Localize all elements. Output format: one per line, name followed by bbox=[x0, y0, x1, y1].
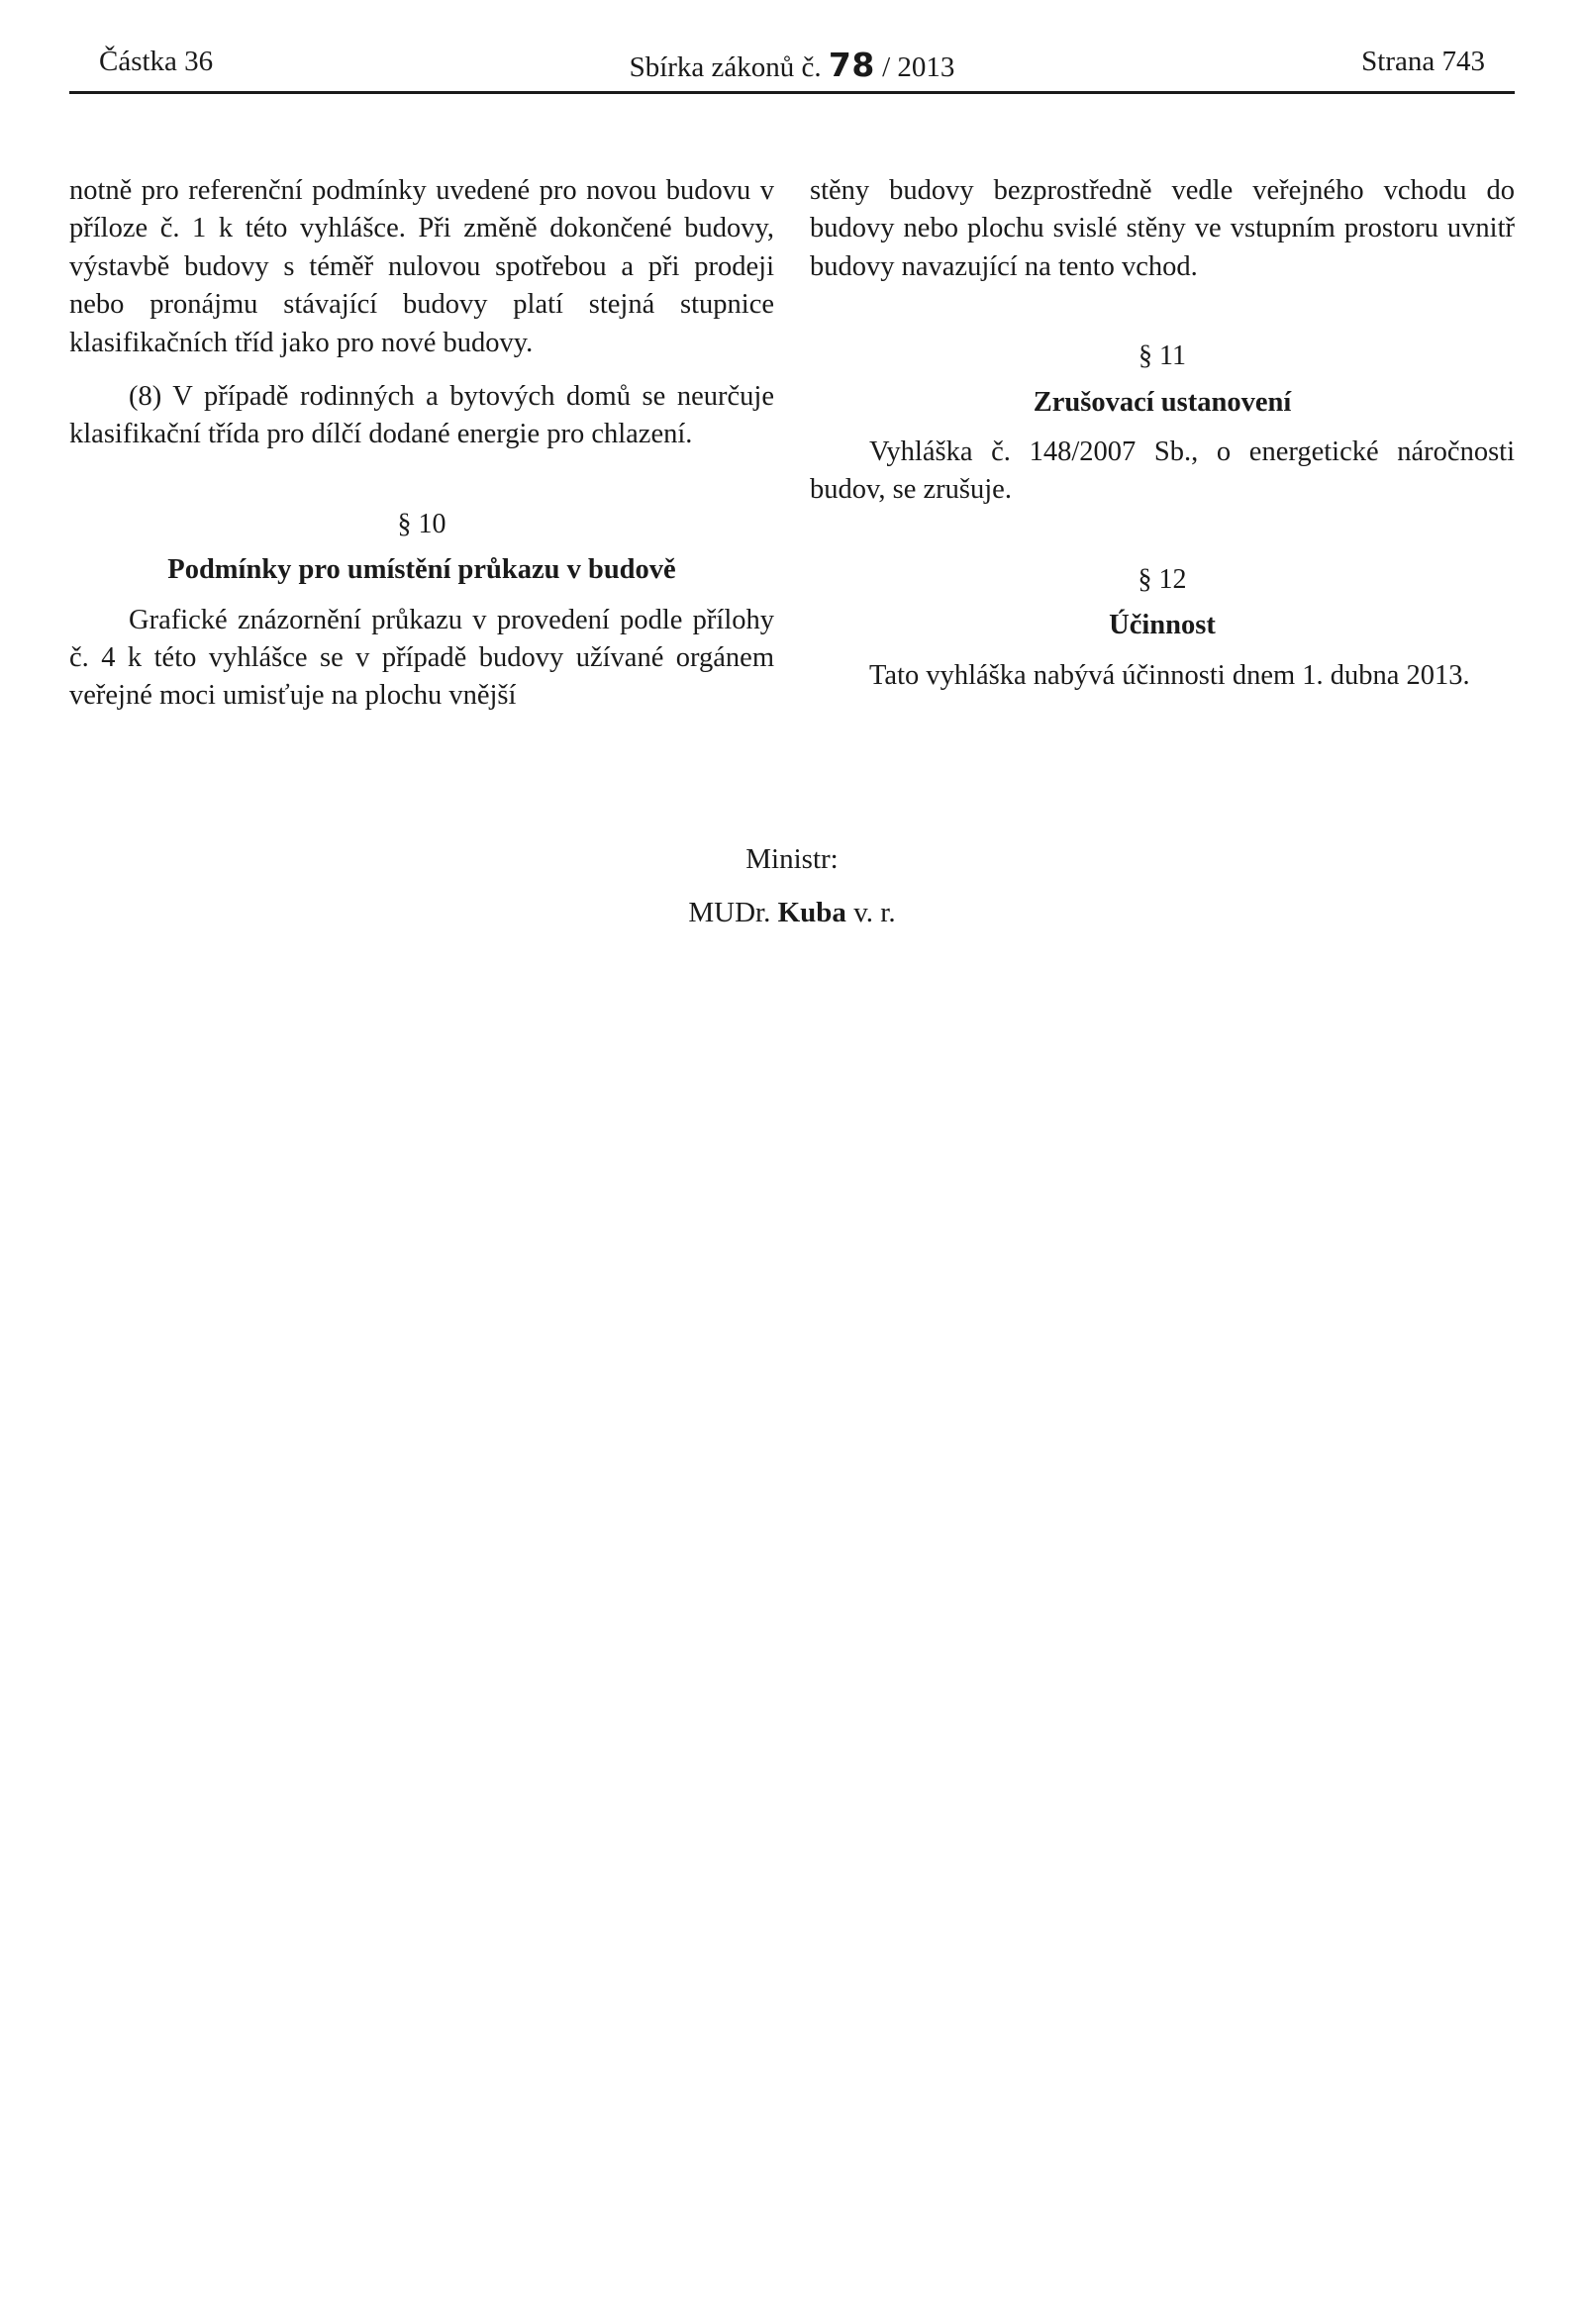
signature-role: Ministr: bbox=[745, 843, 839, 875]
right-column bbox=[810, 172, 1515, 695]
section-11-title: Zrušovací ustanovení bbox=[1033, 386, 1292, 418]
signature-prefix: MUDr. bbox=[688, 897, 771, 928]
section-12-text: Tato vyhláška nabývá účinnosti dnem 1. dubna 2013. bbox=[869, 659, 1470, 691]
section-11-text: Vyhláška č. 148/2007 Sb., o energetické náročnosti budov, se zrušuje. bbox=[810, 436, 1515, 506]
year-suffix: / 2013 bbox=[882, 51, 955, 83]
section-10-title: Podmínky pro umístění průkazu v budově bbox=[167, 554, 676, 586]
collection-title bbox=[69, 46, 1515, 84]
continued-paragraph: notně pro referenční podmínky uvedené pro novou budovu v příloze č. 1 k této vyhlášce. Při změně dokončené budovy, výstavbě budovy s téměř nulovou spotřebou a při prodeji nebo pronájmu stávající budovy platí stejná stupnice klasifikačních tříd jako pro nové budovy. bbox=[69, 175, 774, 358]
header-rule bbox=[69, 91, 1515, 94]
section-12-number: § 12 bbox=[1138, 563, 1187, 595]
page-header bbox=[69, 46, 1515, 89]
law-number: 78 bbox=[828, 46, 875, 84]
page-number: Strana 743 bbox=[1361, 46, 1485, 77]
part-number: Částka 36 bbox=[99, 46, 214, 77]
paragraph-8: (8) V případě rodinných a bytových domů se neurčuje klasifikační třída pro dílčí dodané energie pro chlazení. bbox=[69, 381, 774, 450]
section-10-continued: stěny budovy bezprostředně vedle veřejného vchodu do budovy nebo plochu svislé stěny ve vstupním prostoru uvnitř budovy navazující na tento vchod. bbox=[810, 175, 1515, 282]
collection-prefix: Sbírka zákonů č. bbox=[629, 51, 822, 83]
section-12-title: Účinnost bbox=[1109, 610, 1216, 641]
signature-name: Kuba bbox=[777, 897, 846, 928]
signature-line bbox=[0, 897, 1584, 929]
section-11-number: § 11 bbox=[1138, 340, 1186, 372]
signature-suffix: v. r. bbox=[853, 897, 896, 928]
left-column bbox=[69, 172, 774, 716]
section-10-number: § 10 bbox=[397, 508, 446, 539]
section-10-text: Grafické znázornění průkazu v provedení podle přílohy č. 4 k této vyhlášce se v případě budovy užívané orgánem veřejné moci umisťuje na plochu vnější bbox=[69, 604, 774, 712]
